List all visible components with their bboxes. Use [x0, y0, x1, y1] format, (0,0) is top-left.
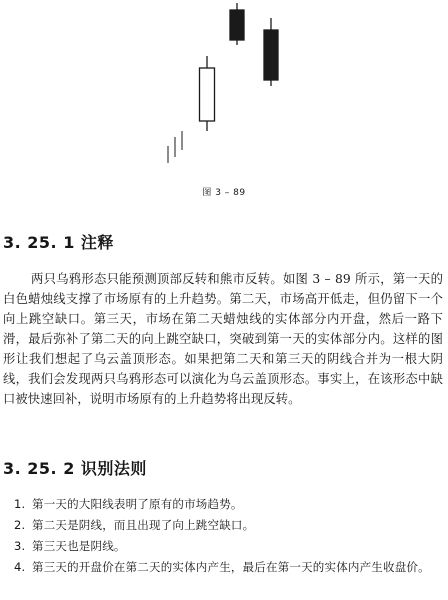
- rule-text: 第一天的大阳线表明了原有的市场趋势。: [32, 497, 243, 511]
- rule-number: 4.: [14, 560, 26, 574]
- candlestick-figure: [0, 0, 448, 190]
- section-heading-notes: 3. 25. 1 注释: [3, 233, 114, 252]
- rule-number: 2.: [14, 518, 26, 532]
- rising-trend-wicks: [168, 131, 182, 163]
- rule-item: [14, 515, 444, 536]
- rule-text: 第三天的开盘价在第二天的实体内产生，最后在第一天的实体内产生收盘价。: [32, 560, 430, 574]
- recognition-rules-list: [14, 494, 444, 578]
- notes-paragraph: 两只乌鸦形态只能预测顶部反转和熊市反转。如图 3 – 89 所示，第一天的白色蜡烛线支撑了市场原有的上升趋势。第二天，市场高开低走，但仍留下一个向上跳空缺口。第三天，市场在第二天蜡烛线的实体部分内开盘，然后一路下滑，最后弥补了第二天的向上跳空缺口，突破到第一天的实体部分内。这样的图形让我们想起了乌云盖顶形态。如果把第二天和第三天的阴线合并为一根大阴线，我们会发现两只乌鸦形态可以演化为乌云盖顶形态。事实上，在该形态中缺口被快速回补，说明市场原有的上升趋势将出现反转。: [3, 272, 443, 406]
- rule-number: 1.: [14, 497, 26, 511]
- figure-caption: 图 3 – 89: [202, 188, 246, 198]
- rule-number: 3.: [14, 539, 26, 553]
- day3-black-candle: [264, 18, 278, 86]
- section-heading-rules: 3. 25. 2 识别法则: [3, 459, 147, 478]
- rule-item: [14, 557, 444, 578]
- rule-text: 第三天也是阴线。: [32, 539, 126, 553]
- rule-item: [14, 536, 444, 557]
- rule-item: [14, 494, 444, 515]
- day1-white-candle: [200, 56, 215, 131]
- day2-black-candle: [230, 3, 244, 45]
- rule-text: 第二天是阴线，而且出现了向上跳空缺口。: [32, 518, 255, 532]
